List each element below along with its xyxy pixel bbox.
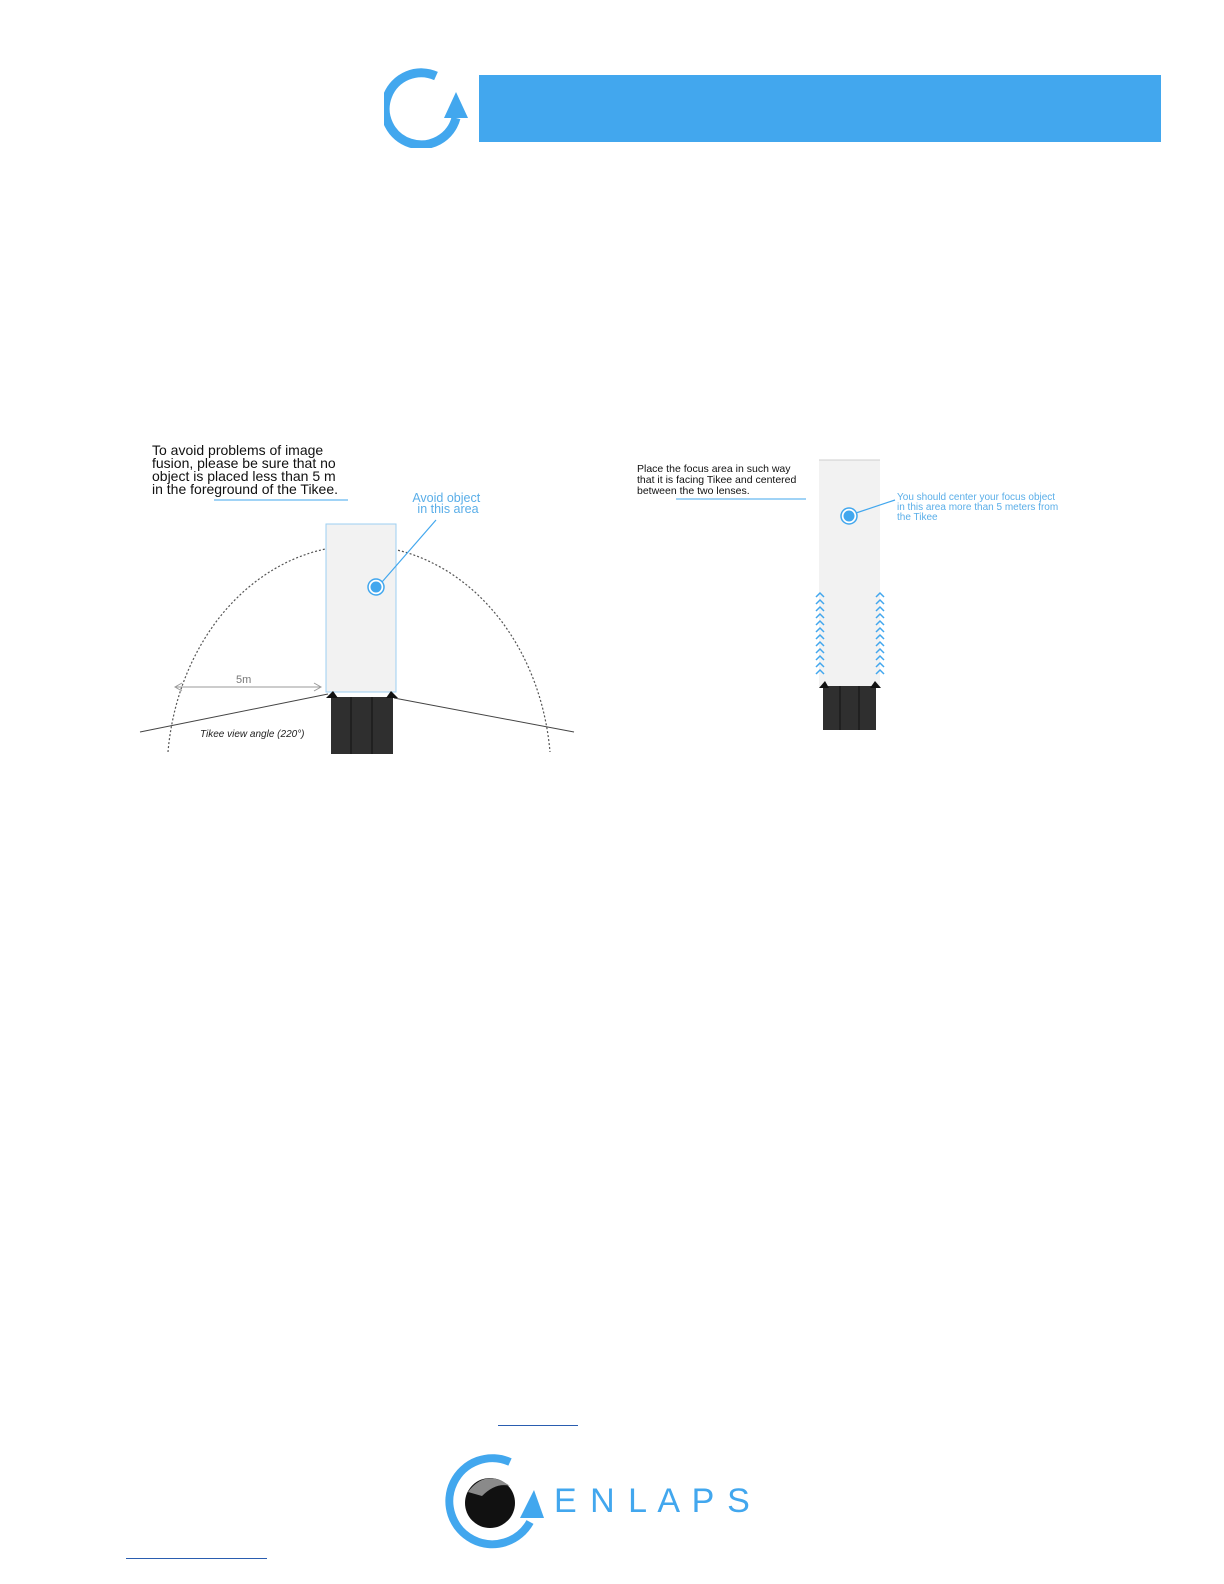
center-callout: You should center your focus object in this area more than 5 meters from the Tikee xyxy=(897,492,1059,523)
footer-link-underline xyxy=(498,1425,578,1426)
view-angle-label: Tikee view angle (220°) xyxy=(200,729,305,740)
instruction-text: To avoid problems of image fusion, please be sure that no object is placed less than 5 m in the foreground of the Tikee. xyxy=(152,442,339,497)
distance-label: 5m xyxy=(236,674,252,686)
avoid-area xyxy=(326,524,396,692)
tikee-device-icon xyxy=(331,697,393,754)
avoid-callout: Avoid object in this area xyxy=(412,491,481,516)
header-logo-icon xyxy=(384,64,470,148)
tikee-device-icon xyxy=(823,686,876,730)
diagram-view-angle xyxy=(136,436,580,754)
instruction-text: Place the focus area in such way that it is facing Tikee and centered between the two lenses. xyxy=(637,463,797,497)
enlaps-logo-icon xyxy=(440,1448,785,1550)
footer-link-underline xyxy=(126,1558,267,1559)
focus-area xyxy=(819,460,880,688)
header-banner xyxy=(479,75,1161,142)
diagram-focus-area xyxy=(630,456,1080,738)
brand-text: E N L A P S xyxy=(554,1482,752,1520)
